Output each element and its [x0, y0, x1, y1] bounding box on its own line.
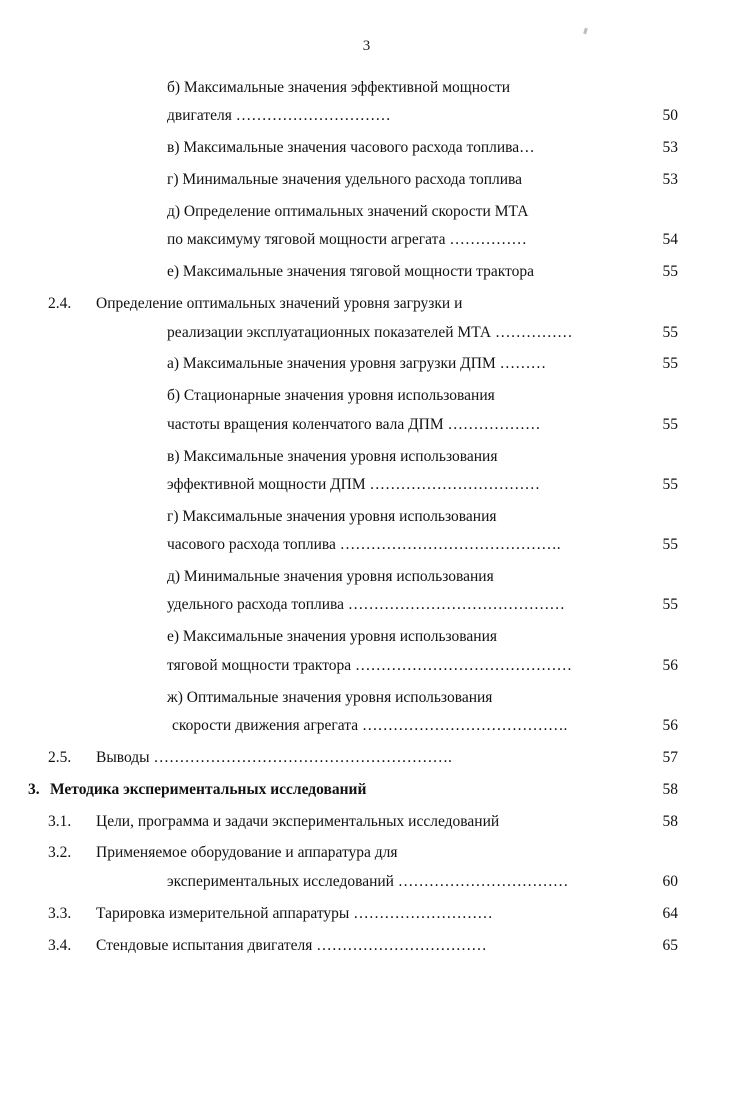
toc-entry-page: 55: [662, 263, 678, 281]
toc-entry: [0, 507, 733, 526]
toc-entry: [0, 904, 733, 923]
toc-entry-title: в) Максимальные значения часового расхода топлива…: [167, 139, 535, 157]
toc-entry: [0, 748, 733, 767]
toc-entry-title: Выводы ………………………………………………….: [96, 748, 452, 766]
toc-entry-title: Методика экспериментальных исследований: [50, 780, 367, 798]
toc-entry-title: Определение оптимальных значений уровня загрузки и: [96, 295, 463, 313]
toc-entry-title: Применяемое оборудование и аппаратура для: [96, 844, 398, 862]
toc-entry-number: 3.1.: [48, 812, 72, 830]
toc-entry-title: скорости движения агрегата ………………………………….: [172, 716, 568, 734]
toc-entry: [0, 567, 733, 586]
toc-entry-page: 56: [662, 716, 678, 734]
toc-entry-title: ж) Оптимальные значения уровня использования: [167, 688, 493, 706]
toc-entry: [0, 230, 733, 249]
toc-entry-title: Цели, программа и задачи экспериментальных исследований: [96, 812, 500, 830]
toc-entry-page: 50: [662, 107, 678, 125]
toc-entry-title: б) Стационарные значения уровня использования: [167, 387, 495, 405]
toc-entry: [0, 936, 733, 955]
toc-entry-title: б) Максимальные значения эффективной мощности: [167, 79, 511, 96]
toc-entry-title: а) Максимальные значения уровня загрузки ДПМ ………: [167, 355, 547, 373]
toc-entry: [0, 843, 733, 862]
toc-entry-page: 57: [662, 748, 678, 766]
toc-entry: [0, 354, 733, 373]
toc-entry: [0, 78, 733, 97]
toc-entry-number: 3.4.: [48, 936, 72, 954]
toc-entry: [0, 386, 733, 405]
toc-entry-number: 2.5.: [48, 748, 72, 766]
toc-entry: [0, 138, 733, 157]
toc-entry: [0, 780, 733, 799]
toc-entry-page: 53: [662, 171, 678, 189]
toc-entry-page: 60: [662, 872, 678, 890]
toc-entry: [0, 872, 733, 891]
toc-entry-title: двигателя …………………………: [167, 107, 391, 125]
toc-entry-title: г) Максимальные значения уровня использования: [167, 507, 497, 525]
toc-entry: [0, 688, 733, 707]
toc-entry-page: 58: [662, 780, 678, 798]
toc-entry: [0, 627, 733, 646]
toc-entry-number: 3.3.: [48, 904, 72, 922]
toc-entry-title: реализации эксплуатационных показателей МТА ……………: [167, 323, 573, 341]
toc-entry: [0, 716, 733, 735]
toc-entry-title: экспериментальных исследований ……………………………: [167, 872, 569, 890]
toc-entry-page: 58: [662, 812, 678, 830]
toc-entry-page: 65: [662, 936, 678, 954]
toc-entry-title: эффективной мощности ДПМ ……………………………: [167, 475, 541, 493]
toc-entry-title: Стендовые испытания двигателя ……………………………: [96, 936, 487, 954]
toc-entry: [0, 323, 733, 342]
toc-entry: [0, 106, 733, 125]
toc-entry-title: по максимуму тяговой мощности агрегата ……………: [167, 231, 527, 249]
toc-entry: [0, 656, 733, 675]
toc-entry-page: 55: [662, 596, 678, 614]
toc-entry-title: в) Максимальные значения уровня использования: [167, 447, 498, 465]
toc-entry: [0, 202, 733, 221]
toc-entry-title: д) Минимальные значения уровня использования: [167, 568, 494, 585]
toc-entry: [0, 170, 733, 189]
toc-entry-page: 55: [662, 415, 678, 433]
scan-artifact: [583, 28, 588, 35]
toc-entry-title: Тарировка измерительной аппаратуры ………………………: [96, 904, 493, 922]
toc-entry-page: 55: [662, 536, 678, 554]
toc-entry: [0, 812, 733, 831]
toc-entry-title: частоты вращения коленчатого вала ДПМ ………………: [167, 415, 541, 433]
toc-entry: [0, 475, 733, 494]
toc-entry-page: 55: [662, 355, 678, 373]
toc-entry: [0, 535, 733, 554]
toc-entry-title: е) Максимальные значения тяговой мощности трактора: [167, 263, 534, 281]
toc-entry-title: д) Определение оптимальных значений скорости МТА: [167, 203, 529, 220]
toc-entry-title: часового расхода топлива …………………………………….: [167, 536, 561, 554]
toc-entry-title: тяговой мощности трактора ……………………………………: [167, 656, 573, 674]
toc-entry-title: е) Максимальные значения уровня использования: [167, 628, 498, 646]
toc-entry-page: 56: [662, 656, 678, 674]
toc-entry: [0, 415, 733, 434]
toc-entry-number: 3.2.: [48, 844, 72, 862]
toc-entry-number: 3.: [28, 780, 40, 798]
toc-entry-number: 2.4.: [48, 295, 72, 313]
toc-entry: [0, 595, 733, 614]
toc-entry-page: 53: [662, 139, 678, 157]
toc-entry-page: 54: [662, 231, 678, 249]
toc-entry-page: 55: [662, 323, 678, 341]
toc-entry-title: удельного расхода топлива ……………………………………: [167, 596, 565, 614]
page-number: 3: [362, 38, 371, 54]
toc-entry-page: 64: [662, 904, 678, 922]
toc-entry-page: 55: [662, 475, 678, 493]
toc-entry: [0, 294, 733, 313]
table-of-contents: [0, 78, 733, 967]
toc-entry: [0, 447, 733, 466]
toc-entry: [0, 262, 733, 281]
toc-entry-title: г) Минимальные значения удельного расхода топлива: [167, 171, 523, 189]
